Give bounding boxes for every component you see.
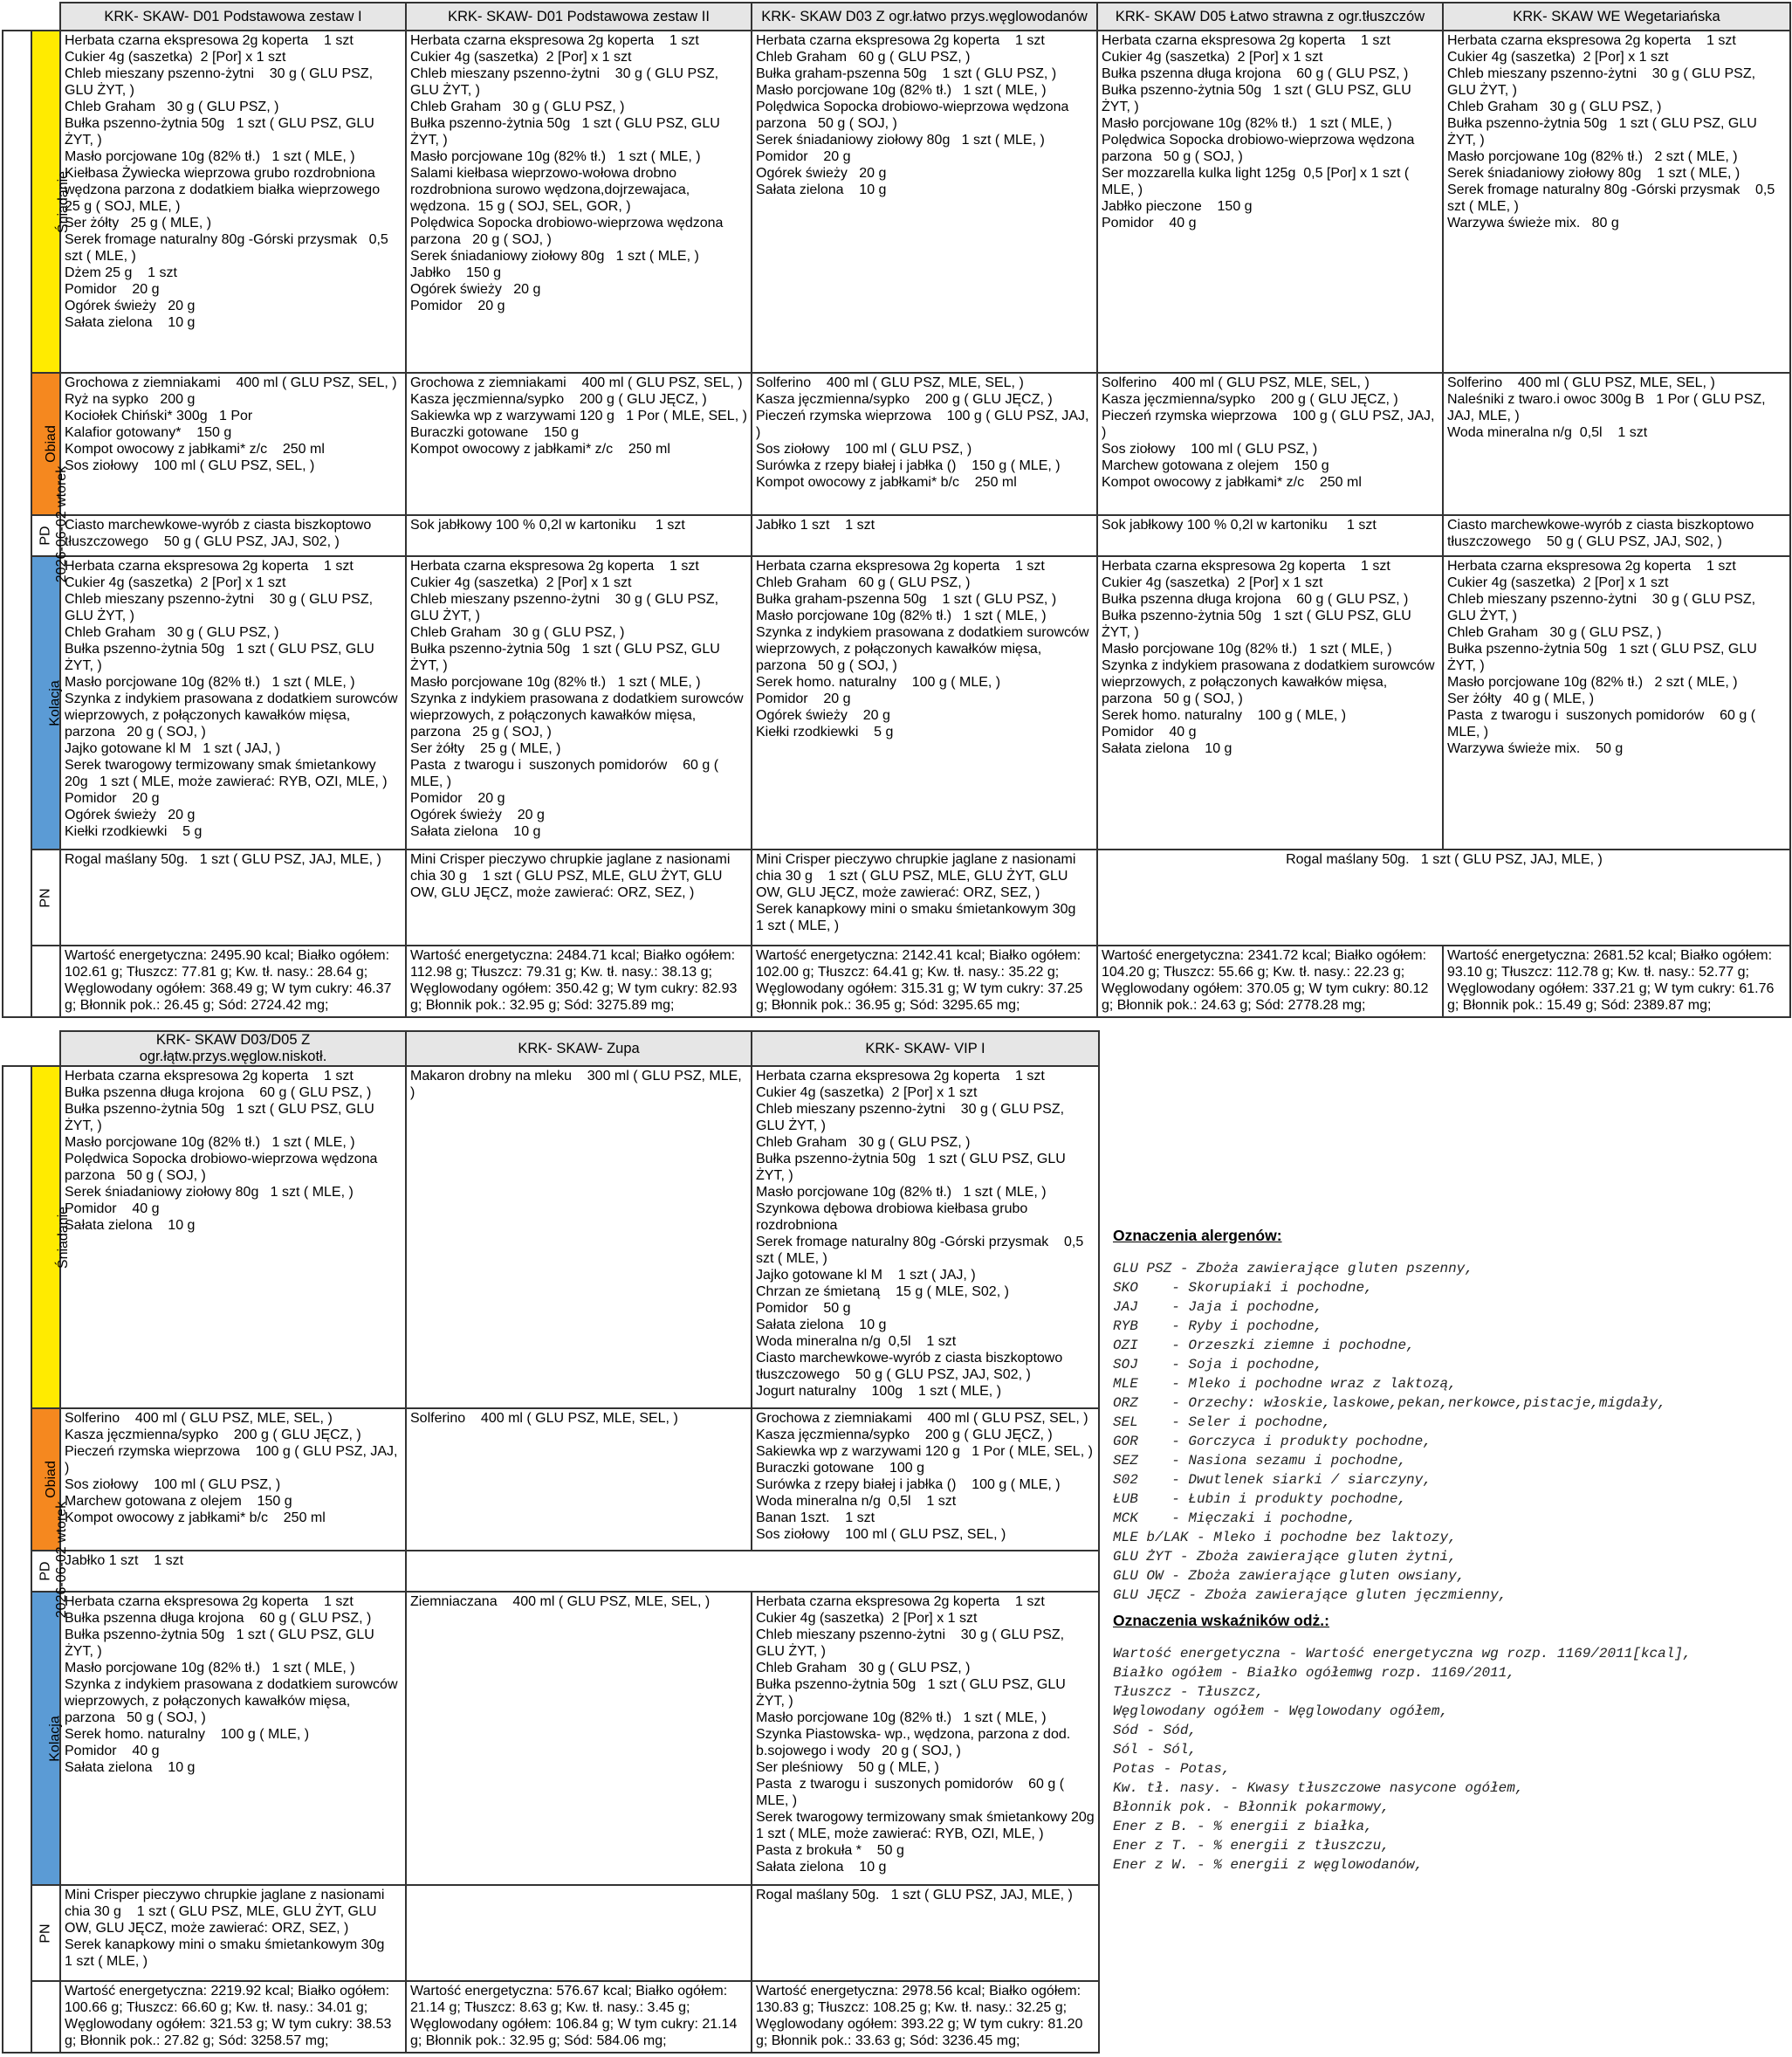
menu-cell bbox=[1097, 373, 1443, 515]
corner-blank bbox=[3, 1031, 60, 1066]
menu-items: Makaron drobny na mleku 300 ml ( GLU PSZ, MLE, ) bbox=[410, 1069, 746, 1100]
menu-cell bbox=[60, 1408, 406, 1551]
meal-label-kolacja: Kolacja bbox=[31, 556, 60, 850]
menu-cell bbox=[60, 515, 406, 556]
indicator-entry: Ener z B. - % energii z białka, bbox=[1113, 1819, 1373, 1834]
indicator-entry: Potas - Potas, bbox=[1113, 1761, 1231, 1777]
menu-cell bbox=[60, 1885, 406, 1981]
menu-cell bbox=[406, 1408, 752, 1551]
menu-items: Mini Crisper pieczywo chrupkie jaglane z nasionami chia 30 g 1 szt ( GLU PSZ, MLE, GLU ŻYT, GLU OW, GLU JĘCZ, może zawierać: ORZ, SEZ, ) bbox=[410, 852, 734, 900]
allergen-entry: ORZ - Orzechy: włoskie,laskowe,pekan,nerkowce,pistacje,migdały, bbox=[1113, 1395, 1666, 1411]
meal-label-obiad: Obiad bbox=[31, 373, 60, 515]
meal-label-pd: PD bbox=[31, 515, 60, 556]
diet-header: KRK- SKAW- Zupa bbox=[406, 1031, 752, 1066]
nutrition-values: Wartość energetyczna: 2341.72 kcal; Białko ogółem: 104.20 g; Tłuszcz: 55.66 g; Kw. tł. nasy.: 22.23 g; Węglowodany ogółem: 370.05 g; W tym cukry: 80.12 g; Błonnik pok.: 24.63 g; Sód: 2778.28 mg; bbox=[1102, 948, 1432, 1013]
menu-cell bbox=[60, 556, 406, 850]
menu-cell bbox=[406, 515, 752, 556]
nutrition-cell bbox=[752, 946, 1097, 1017]
diet-header: KRK- SKAW D03 Z ogr.łatwo przys.węglowodanów bbox=[752, 3, 1097, 31]
indicator-entry: Ener z W. - % energii z węglowodanów, bbox=[1113, 1857, 1424, 1873]
menu-items: Rogal maślany 50g. 1 szt ( GLU PSZ, JAJ, MLE, ) bbox=[65, 852, 381, 867]
menu-cell bbox=[406, 556, 752, 850]
menu-cell bbox=[1097, 556, 1443, 850]
nutrition-values: Wartość energetyczna: 2681.52 kcal; Białko ogółem: 93.10 g; Tłuszcz: 112.78 g; Kw. tł. nasy.: 52.77 g; Węglowodany ogółem: 337.21 g; W tym cukry: 61.76 g; Błonnik pok.: 15.49 g; Sód: 2389.87 mg; bbox=[1447, 948, 1778, 1013]
nutrition-cell bbox=[1097, 946, 1443, 1017]
allergen-entry: GLU ŻYT - Zboża zawierające gluten żytni, bbox=[1113, 1549, 1457, 1565]
nutrition-cell bbox=[60, 1981, 406, 2053]
meal-label-pn: PN bbox=[31, 850, 60, 946]
menu-items: Solferino 400 ml ( GLU PSZ, MLE, SEL, ) Kasza jęczmienna/sypko 200 g ( GLU JĘCZ, ) Pieczeń rzymska wieprzowa 100 g ( GLU PSZ, JAJ, ) Sos ziołowy 100 ml ( GLU PSZ, ) Marchew gotowana z olejem 150 g Kompot owocowy z jabłkami* z/c 250 ml bbox=[1102, 375, 1435, 490]
indicator-entry: Białko ogółem - Białko ogółemwg rozp. 1169/2011, bbox=[1113, 1665, 1515, 1681]
menu-cell bbox=[406, 1592, 752, 1885]
meal-label-pn: PN bbox=[31, 1885, 60, 1981]
menu-cell-merged bbox=[1097, 850, 1790, 946]
menu-cell bbox=[60, 1551, 406, 1592]
legend bbox=[1113, 1227, 1785, 1875]
menu-items: Ciasto marchewkowe-wyrób z ciasta biszkoptowo tłuszczowego 50 g ( GLU PSZ, JAJ, S02, ) bbox=[65, 518, 375, 549]
allergen-entry: JAJ - Jaja i pochodne, bbox=[1113, 1299, 1323, 1315]
menu-cell bbox=[752, 31, 1097, 373]
allergen-entry: MLE b/LAK - Mleko i pochodne bez laktozy, bbox=[1113, 1530, 1457, 1545]
diet-header: KRK- SKAW- D01 Podstawowa zestaw I bbox=[60, 3, 406, 31]
menu-items: Ciasto marchewkowe-wyrób z ciasta biszkoptowo tłuszczowego 50 g ( GLU PSZ, JAJ, S02, ) bbox=[1447, 518, 1758, 549]
menu-items: Herbata czarna ekspresowa 2g koperta 1 szt Cukier 4g (saszetka) 2 [Por] x 1 szt Bułka pszenna długa krojona 60 g ( GLU PSZ, ) Bułka pszenno-żytnia 50g 1 szt ( GLU PSZ, GLU ŻYT, ) Masło porcjowane 10g (82% tł.) 1 szt ( MLE, ) Szynka z indykiem prasowana z dodatkiem surowców wieprzowych, z połączonych kawałków mięsa, parzona 50 g ( SOJ, ) Serek homo. naturalny 100 g ( MLE, ) Pomidor 40 g Sałata zielona 10 g bbox=[1102, 559, 1435, 756]
indicator-entry: Tłuszcz - Tłuszcz, bbox=[1113, 1684, 1264, 1700]
nutrition-values: Wartość energetyczna: 2219.92 kcal; Białko ogółem: 100.66 g; Tłuszcz: 66.60 g; Kw. tł. nasy.: 34.01 g; Węglowodany ogółem: 321.53 g; W tym cukry: 38.53 g; Błonnik pok.: 27.82 g; Sód: 3258.57 mg; bbox=[65, 1984, 395, 2048]
menu-items: Solferino 400 ml ( GLU PSZ, MLE, SEL, ) bbox=[410, 1411, 678, 1426]
indicator-list bbox=[1113, 1644, 1785, 1875]
menu-cell bbox=[60, 31, 406, 373]
menu-table-top bbox=[2, 2, 1791, 1018]
menu-items: Jabłko 1 szt 1 szt bbox=[756, 518, 875, 533]
indicator-entry: Wartość energetyczna - Wartość energetyczna wg rozp. 1169/2011[kcal], bbox=[1113, 1646, 1692, 1661]
menu-items: Herbata czarna ekspresowa 2g koperta 1 szt Chleb Graham 60 g ( GLU PSZ, ) Bułka graham-pszenna 50g 1 szt ( GLU PSZ, ) Masło porcjowane 10g (82% tł.) 1 szt ( MLE, ) Polędwica Sopocka drobiowo-wieprzowa wędzona parzona 50 g ( SOJ, ) Serek śniadaniowy ziołowy 80g 1 szt ( MLE, ) Pomidor 20 g Ogórek świeży 20 g Sałata zielona 10 g bbox=[756, 33, 1069, 197]
nutrition-values: Wartość energetyczna: 2978.56 kcal; Białko ogółem: 130.83 g; Tłuszcz: 108.25 g; Kw. tł. nasy.: 32.25 g; Węglowodany ogółem: 393.22 g; W tym cukry: 81.20 g; Błonnik pok.: 33.63 g; Sód: 3236.45 mg; bbox=[756, 1984, 1087, 2048]
date-label: 2026-06-02 wtorek bbox=[54, 1501, 70, 1618]
menu-items: Herbata czarna ekspresowa 2g koperta 1 szt Cukier 4g (saszetka) 2 [Por] x 1 szt Chleb mieszany pszenno-żytni 30 g ( GLU PSZ, GLU ŻYT, ) Chleb Graham 30 g ( GLU PSZ, ) Bułka pszenno-żytnia 50g 1 szt ( GLU PSZ, GLU ŻYT, ) Masło porcjowane 10g (82% tł.) 1 szt ( MLE, ) Salami kiełbasa wieprzowo-wołowa drobno rozdrobniona surowo wędzona,dojrzewajaca, wędzona. 15 g ( SOJ, SEL, GOR, ) Polędwica Sopocka drobiowo-wieprzowa wędzona parzona 20 g ( SOJ, ) Serek śniadaniowy ziołowy 80g 1 szt ( MLE, ) Jabłko 150 g Ogórek świeży 20 g Pomidor 20 g bbox=[410, 33, 724, 313]
menu-cell bbox=[752, 1066, 1099, 1408]
menu-cell-merged bbox=[406, 1551, 1099, 1592]
menu-items: Solferino 400 ml ( GLU PSZ, MLE, SEL, ) Naleśniki z twaro.i owoc 300g B 1 Por ( GLU PSZ, JAJ, MLE, ) Woda mineralna n/g 0,5l 1 szt bbox=[1447, 375, 1766, 440]
allergen-list bbox=[1113, 1259, 1785, 1605]
menu-items: Sok jabłkowy 100 % 0,2l w kartoniku 1 szt bbox=[410, 518, 685, 533]
menu-items: Ziemniaczana 400 ml ( GLU PSZ, MLE, SEL, ) bbox=[410, 1594, 711, 1609]
nutrition-values: Wartość energetyczna: 2142.41 kcal; Białko ogółem: 102.00 g; Tłuszcz: 64.41 g; Kw. tł. nasy.: 35.22 g; Węglowodany ogółem: 315.31 g; W tym cukry: 37.25 g; Błonnik pok.: 36.95 g; Sód: 3295.65 mg; bbox=[756, 948, 1087, 1013]
indicator-entry: Kw. tł. nasy. - Kwasy tłuszczowe nasycone ogółem, bbox=[1113, 1780, 1524, 1796]
meal-label-kolacja: Kolacja bbox=[31, 1592, 60, 1885]
menu-cell bbox=[752, 1408, 1099, 1551]
menu-items: Sok jabłkowy 100 % 0,2l w kartoniku 1 szt bbox=[1102, 518, 1377, 533]
menu-items: Herbata czarna ekspresowa 2g koperta 1 szt Cukier 4g (saszetka) 2 [Por] x 1 szt Bułka pszenna długa krojona 60 g ( GLU PSZ, ) Bułka pszenno-żytnia 50g 1 szt ( GLU PSZ, GLU ŻYT, ) Masło porcjowane 10g (82% tł.) 1 szt ( MLE, ) Polędwica Sopocka drobiowo-wieprzowa wędzona parzona 50 g ( SOJ, ) Ser mozzarella kulka light 125g 0,5 [Por] x 1 szt ( MLE, ) Jabłko pieczone 150 g Pomidor 40 g bbox=[1102, 33, 1415, 230]
menu-cell bbox=[1097, 31, 1443, 373]
menu-cell bbox=[60, 1066, 406, 1408]
meal-label-pd: PD bbox=[31, 1551, 60, 1592]
allergen-entry: RYB - Ryby i pochodne, bbox=[1113, 1318, 1323, 1334]
menu-items: Grochowa z ziemniakami 400 ml ( GLU PSZ, SEL, ) Kasza jęczmienna/sypko 200 g ( GLU JĘCZ, ) Sakiewka wp z warzywami 120 g 1 Por ( MLE, SEL, ) Buraczki gotowane 100 g Surówka z rzepy białej i jabłka () 100 g ( MLE, ) Woda mineralna n/g 0,5l 1 szt Banan 1szt. 1 szt Sos ziołowy 100 ml ( GLU PSZ, SEL, ) bbox=[756, 1411, 1093, 1542]
menu-cell bbox=[1443, 373, 1790, 515]
indicator-entry: Ener z T. - % energii z tłuszczu, bbox=[1113, 1838, 1390, 1854]
menu-cell bbox=[60, 373, 406, 515]
indicator-entry: Sól - Sól, bbox=[1113, 1742, 1198, 1758]
nutrition-values: Wartość energetyczna: 2495.90 kcal; Białko ogółem: 102.61 g; Tłuszcz: 77.81 g; Kw. tł. nasy.: 28.64 g; Węglowodany ogółem: 368.49 g; W tym cukry: 46.37 g; Błonnik pok.: 26.45 g; Sód: 2724.42 mg; bbox=[65, 948, 395, 1013]
allergen-entry: MCK - Mięczaki i pochodne, bbox=[1113, 1510, 1356, 1526]
menu-items: Rogal maślany 50g. 1 szt ( GLU PSZ, JAJ, MLE, ) bbox=[1286, 852, 1603, 867]
menu-items: Herbata czarna ekspresowa 2g koperta 1 szt Cukier 4g (saszetka) 2 [Por] x 1 szt Chleb mieszany pszenno-żytni 30 g ( GLU PSZ, GLU ŻYT, ) Chleb Graham 30 g ( GLU PSZ, ) Bułka pszenno-żytnia 50g 1 szt ( GLU PSZ, GLU ŻYT, ) Masło porcjowane 10g (82% tł.) 2 szt ( MLE, ) Serek śniadaniowy ziołowy 80g 1 szt ( MLE, ) Serek fromage naturalny 80g -Górski przysmak 0,5 szt ( MLE, ) Warzywa świeże mix. 80 g bbox=[1447, 33, 1775, 230]
indicator-entry: Błonnik pok. - Błonnik pokarmowy, bbox=[1113, 1799, 1390, 1815]
menu-items: Solferino 400 ml ( GLU PSZ, MLE, SEL, ) Kasza jęczmienna/sypko 200 g ( GLU JĘCZ, ) Pieczeń rzymska wieprzowa 100 g ( GLU PSZ, JAJ, ) Sos ziołowy 100 ml ( GLU PSZ, ) Surówka z rzepy białej i jabłka () 150 g ( MLE, ) Kompot owocowy z jabłkami* b/c 250 ml bbox=[756, 375, 1089, 490]
menu-cell bbox=[60, 1592, 406, 1885]
menu-cell bbox=[1443, 556, 1790, 850]
menu-items: Mini Crisper pieczywo chrupkie jaglane z nasionami chia 30 g 1 szt ( GLU PSZ, MLE, GLU ŻYT, GLU OW, GLU JĘCZ, może zawierać: ORZ, SEZ, ) Serek kanapkowy mini o smaku śmietankowym 30g 1 szt ( MLE, ) bbox=[65, 1888, 385, 1969]
nutrition-values: Wartość energetyczna: 576.67 kcal; Białko ogółem: 21.14 g; Tłuszcz: 8.63 g; Kw. tł. nasy.: 3.45 g; Węglowodany ogółem: 106.84 g; W tym cukry: 21.14 g; Błonnik pok.: 32.95 g; Sód: 584.06 mg; bbox=[410, 1984, 741, 2048]
menu-items: Solferino 400 ml ( GLU PSZ, MLE, SEL, ) Kasza jęczmienna/sypko 200 g ( GLU JĘCZ, ) Pieczeń rzymska wieprzowa 100 g ( GLU PSZ, JAJ, ) Sos ziołowy 100 ml ( GLU PSZ, ) Marchew gotowana z olejem 150 g Kompot owocowy z jabłkami* b/c 250 ml bbox=[65, 1411, 398, 1525]
allergen-entry: SOJ - Soja i pochodne, bbox=[1113, 1357, 1323, 1372]
menu-items: Herbata czarna ekspresowa 2g koperta 1 szt Chleb Graham 60 g ( GLU PSZ, ) Bułka graham-pszenna 50g 1 szt ( GLU PSZ, ) Masło porcjowane 10g (82% tł.) 1 szt ( MLE, ) Szynka z indykiem prasowana z dodatkiem surowców wieprzowych, z połączonych kawałków mięsa, parzona 50 g ( SOJ, ) Serek homo. naturalny 100 g ( MLE, ) Pomidor 20 g Ogórek świeży 20 g Kiełki rzodkiewki 5 g bbox=[756, 559, 1089, 740]
meal-label-sniadanie: Śniadanie bbox=[31, 31, 60, 373]
menu-items: Grochowa z ziemniakami 400 ml ( GLU PSZ, SEL, ) Ryż na sypko 200 g Kociołek Chiński* 300g 1 Por Kalafior gotowany* 150 g Kompot owocowy z jabłkami* z/c 250 ml Sos ziołowy 100 ml ( GLU PSZ, SEL, ) bbox=[65, 375, 397, 473]
menu-items: Herbata czarna ekspresowa 2g koperta 1 szt Cukier 4g (saszetka) 2 [Por] x 1 szt Chleb mieszany pszenno-żytni 30 g ( GLU PSZ, GLU ŻYT, ) Chleb Graham 30 g ( GLU PSZ, ) Bułka pszenno-żytnia 50g 1 szt ( GLU PSZ, GLU ŻYT, ) Masło porcjowane 10g (82% tł.) 2 szt ( MLE, ) Ser żółty 40 g ( MLE, ) Pasta z twarogu i suszonych pomidorów 60 g ( MLE, ) Warzywa świeże mix. 50 g bbox=[1447, 559, 1757, 756]
menu-items: Herbata czarna ekspresowa 2g koperta 1 szt Bułka pszenna długa krojona 60 g ( GLU PSZ, ) Bułka pszenno-żytnia 50g 1 szt ( GLU PSZ, GLU ŻYT, ) Masło porcjowane 10g (82% tł.) 1 szt ( MLE, ) Szynka z indykiem prasowana z dodatkiem surowców wieprzowych, z połączonych kawałków mięsa, parzona 50 g ( SOJ, ) Serek homo. naturalny 100 g ( MLE, ) Pomidor 40 g Sałata zielona 10 g bbox=[65, 1594, 398, 1775]
menu-cell bbox=[752, 515, 1097, 556]
menu-items: Herbata czarna ekspresowa 2g koperta 1 szt Cukier 4g (saszetka) 2 [Por] x 1 szt Chleb mieszany pszenno-żytni 30 g ( GLU PSZ, GLU ŻYT, ) Chleb Graham 30 g ( GLU PSZ, ) Bułka pszenno-żytnia 50g 1 szt ( GLU PSZ, GLU ŻYT, ) Masło porcjowane 10g (82% tł.) 1 szt ( MLE, ) Szynka z indykiem prasowana z dodatkiem surowców wieprzowych, z połączonych kawałków mięsa, parzona 20 g ( SOJ, ) Jajko gotowane kl M 1 szt ( JAJ, ) Serek twarogowy termizowany smak śmietankowy 20g 1 szt ( MLE, może zawierać: RYB, OZI, MLE, ) Pomidor 20 g Ogórek świeży 20 g Kiełki rzodkiewki 5 g bbox=[65, 559, 398, 839]
allergen-entry: GOR - Gorczyca i produkty pochodne, bbox=[1113, 1434, 1432, 1449]
nutrition-label-spacer bbox=[31, 946, 60, 1017]
menu-cell bbox=[406, 373, 752, 515]
menu-cell bbox=[1443, 31, 1790, 373]
menu-items: Herbata czarna ekspresowa 2g koperta 1 szt Cukier 4g (saszetka) 2 [Por] x 1 szt Chleb mieszany pszenno-żytni 30 g ( GLU PSZ, GLU ŻYT, ) Chleb Graham 30 g ( GLU PSZ, ) Bułka pszenno-żytnia 50g 1 szt ( GLU PSZ, GLU ŻYT, ) Masło porcjowane 10g (82% tł.) 1 szt ( MLE, ) Szynka z indykiem prasowana z dodatkiem surowców wieprzowych, z połączonych kawałków mięsa, parzona 25 g ( SOJ, ) Ser żółty 25 g ( MLE, ) Pasta z twarogu i suszonych pomidorów 60 g ( MLE, ) Pomidor 20 g Ogórek świeży 20 g Sałata zielona 10 g bbox=[410, 559, 744, 839]
allergen-entry: S02 - Dwutlenek siarki / siarczyny, bbox=[1113, 1472, 1432, 1488]
diet-header: KRK- SKAW D03/D05 Z ogr.łątw.przys.węglow.niskotł. bbox=[60, 1031, 406, 1066]
diet-header: KRK- SKAW WE Wegetariańska bbox=[1443, 3, 1790, 31]
allergens-title: Oznaczenia alergenów: bbox=[1113, 1227, 1282, 1244]
menu-items: Herbata czarna ekspresowa 2g koperta 1 szt Cukier 4g (saszetka) 2 [Por] x 1 szt Chleb mieszany pszenno-żytni 30 g ( GLU PSZ, GLU ŻYT, ) Chleb Graham 30 g ( GLU PSZ, ) Bułka pszenno-żytnia 50g 1 szt ( GLU PSZ, GLU ŻYT, ) Masło porcjowane 10g (82% tł.) 1 szt ( MLE, ) Szynkowa dębowa drobiowa kiełbasa grubo rozdrobniona Serek fromage naturalny 80g -Górski przysmak 0,5 szt ( MLE, ) Jajko gotowane kl M 1 szt ( JAJ, ) Chrzan ze śmietaną 15 g ( MLE, S02, ) Pomidor 50 g Sałata zielona 10 g Woda mineralna n/g 0,5l 1 szt Ciasto marchewkowe-wyrób z ciasta biszkoptowo tłuszczowego 50 g ( GLU PSZ, JAJ, S02, ) Jogurt naturalny 100g 1 szt ( MLE, ) bbox=[756, 1069, 1084, 1399]
allergen-entry: SKO - Skorupiaki i pochodne, bbox=[1113, 1280, 1373, 1296]
nutrition-cell bbox=[752, 1981, 1099, 2053]
nutrition-label-spacer bbox=[31, 1981, 60, 2053]
menu-cell bbox=[752, 556, 1097, 850]
menu-items: Herbata czarna ekspresowa 2g koperta 1 szt Cukier 4g (saszetka) 2 [Por] x 1 szt Chleb mieszany pszenno-żytni 30 g ( GLU PSZ, GLU ŻYT, ) Chleb Graham 30 g ( GLU PSZ, ) Bułka pszenno-żytnia 50g 1 szt ( GLU PSZ, GLU ŻYT, ) Masło porcjowane 10g (82% tł.) 1 szt ( MLE, ) Kiełbasa Żywiecka wieprzowa grubo rozdrobniona wędzona parzona z dodatkiem białka wieprzowego 25 g ( SOJ, MLE, ) Ser żółty 25 g ( MLE, ) Serek fromage naturalny 80g -Górski przysmak 0,5 szt ( MLE, ) Dżem 25 g 1 szt Pomidor 20 g Ogórek świeży 20 g Sałata zielona 10 g bbox=[65, 33, 388, 330]
menu-items: Herbata czarna ekspresowa 2g koperta 1 szt Bułka pszenna długa krojona 60 g ( GLU PSZ, ) Bułka pszenno-żytnia 50g 1 szt ( GLU PSZ, GLU ŻYT, ) Masło porcjowane 10g (82% tł.) 1 szt ( MLE, ) Polędwica Sopocka drobiowo-wieprzowa wędzona parzona 50 g ( SOJ, ) Serek śniadaniowy ziołowy 80g 1 szt ( MLE, ) Pomidor 40 g Sałata zielona 10 g bbox=[65, 1069, 378, 1233]
menu-cell bbox=[1443, 515, 1790, 556]
menu-items: Mini Crisper pieczywo chrupkie jaglane z nasionami chia 30 g 1 szt ( GLU PSZ, MLE, GLU ŻYT, GLU OW, GLU JĘCZ, może zawierać: ORZ, SEZ, ) Serek kanapkowy mini o smaku śmietankowym 30g 1 szt ( MLE, ) bbox=[756, 852, 1076, 933]
allergen-entry: GLU PSZ - Zboża zawierające gluten pszenny, bbox=[1113, 1261, 1473, 1276]
diet-header: KRK- SKAW- VIP I bbox=[752, 1031, 1099, 1066]
menu-cell bbox=[406, 1066, 752, 1408]
corner-blank bbox=[3, 3, 60, 31]
nutrition-cell bbox=[1443, 946, 1790, 1017]
menu-items: Jabłko 1 szt 1 szt bbox=[65, 1553, 184, 1568]
allergen-entry: GLU OW - Zboża zawierające gluten owsiany, bbox=[1113, 1568, 1466, 1584]
meal-label-obiad: Obiad bbox=[31, 1408, 60, 1551]
menu-cell bbox=[406, 1885, 752, 1981]
menu-cell bbox=[752, 850, 1097, 946]
menu-items: Herbata czarna ekspresowa 2g koperta 1 szt Cukier 4g (saszetka) 2 [Por] x 1 szt Chleb mieszany pszenno-żytni 30 g ( GLU PSZ, GLU ŻYT, ) Chleb Graham 30 g ( GLU PSZ, ) Bułka pszenno-żytnia 50g 1 szt ( GLU PSZ, GLU ŻYT, ) Masło porcjowane 10g (82% tł.) 1 szt ( MLE, ) Szynka Piastowska- wp., wędzona, parzona z dod. b.sojowego i wody 20 g ( SOJ, ) Ser pleśniowy 50 g ( MLE, ) Pasta z twarogu i suszonych pomidorów 60 g ( MLE, ) Serek twarogowy termizowany smak śmietankowy 20g 1 szt ( MLE, może zawierać: RYB, OZI, MLE, ) Pasta z brokuła * 50 g Sałata zielona 10 g bbox=[756, 1594, 1095, 1875]
nutrition-values: Wartość energetyczna: 2484.71 kcal; Białko ogółem: 112.98 g; Tłuszcz: 79.31 g; Kw. tł. nasy.: 38.13 g; Węglowodany ogółem: 350.42 g; W tym cukry: 82.93 g; Błonnik pok.: 32.95 g; Sód: 3275.89 mg; bbox=[410, 948, 741, 1013]
menu-cell bbox=[752, 1885, 1099, 1981]
nutrition-cell bbox=[60, 946, 406, 1017]
allergen-entry: OZI - Orzeszki ziemne i pochodne, bbox=[1113, 1338, 1415, 1353]
menu-cell bbox=[752, 1592, 1099, 1885]
allergen-entry: SEZ - Nasiona sezamu i pochodne, bbox=[1113, 1453, 1407, 1469]
menu-table-bottom bbox=[2, 1030, 1100, 2054]
allergen-entry: ŁUB - Łubin i produkty pochodne, bbox=[1113, 1491, 1407, 1507]
allergen-entry: MLE - Mleko i pochodne wraz z laktozą, bbox=[1113, 1376, 1457, 1392]
menu-cell bbox=[1097, 515, 1443, 556]
indicator-entry: Węglowodany ogółem - Węglowodany ogółem, bbox=[1113, 1703, 1449, 1719]
menu-cell bbox=[406, 31, 752, 373]
date-label: 2026-06-02 wtorek bbox=[54, 465, 70, 582]
indicators-title: Oznaczenia wskaźników odż.: bbox=[1113, 1612, 1329, 1629]
menu-items: Grochowa z ziemniakami 400 ml ( GLU PSZ, SEL, ) Kasza jęczmienna/sypko 200 g ( GLU JĘCZ, ) Sakiewka wp z warzywami 120 g 1 Por ( MLE, SEL, ) Buraczki gotowane 150 g Kompot owocowy z jabłkami* z/c 250 ml bbox=[410, 375, 747, 457]
diet-header: KRK- SKAW- D01 Podstawowa zestaw II bbox=[406, 3, 752, 31]
menu-cell bbox=[752, 373, 1097, 515]
nutrition-cell bbox=[406, 1981, 752, 2053]
indicator-entry: Sód - Sód, bbox=[1113, 1723, 1198, 1738]
menu-items: Rogal maślany 50g. 1 szt ( GLU PSZ, JAJ, MLE, ) bbox=[756, 1888, 1073, 1902]
allergen-entry: SEL - Seler i pochodne, bbox=[1113, 1414, 1331, 1430]
menu-cell bbox=[60, 850, 406, 946]
nutrition-cell bbox=[406, 946, 752, 1017]
diet-header: KRK- SKAW D05 Łatwo strawna z ogr.tłuszczów bbox=[1097, 3, 1443, 31]
meal-label-sniadanie: Śniadanie bbox=[31, 1066, 60, 1408]
allergen-entry: GLU JĘCZ - Zboża zawierające gluten jęczmienny, bbox=[1113, 1587, 1507, 1603]
menu-cell bbox=[406, 850, 752, 946]
